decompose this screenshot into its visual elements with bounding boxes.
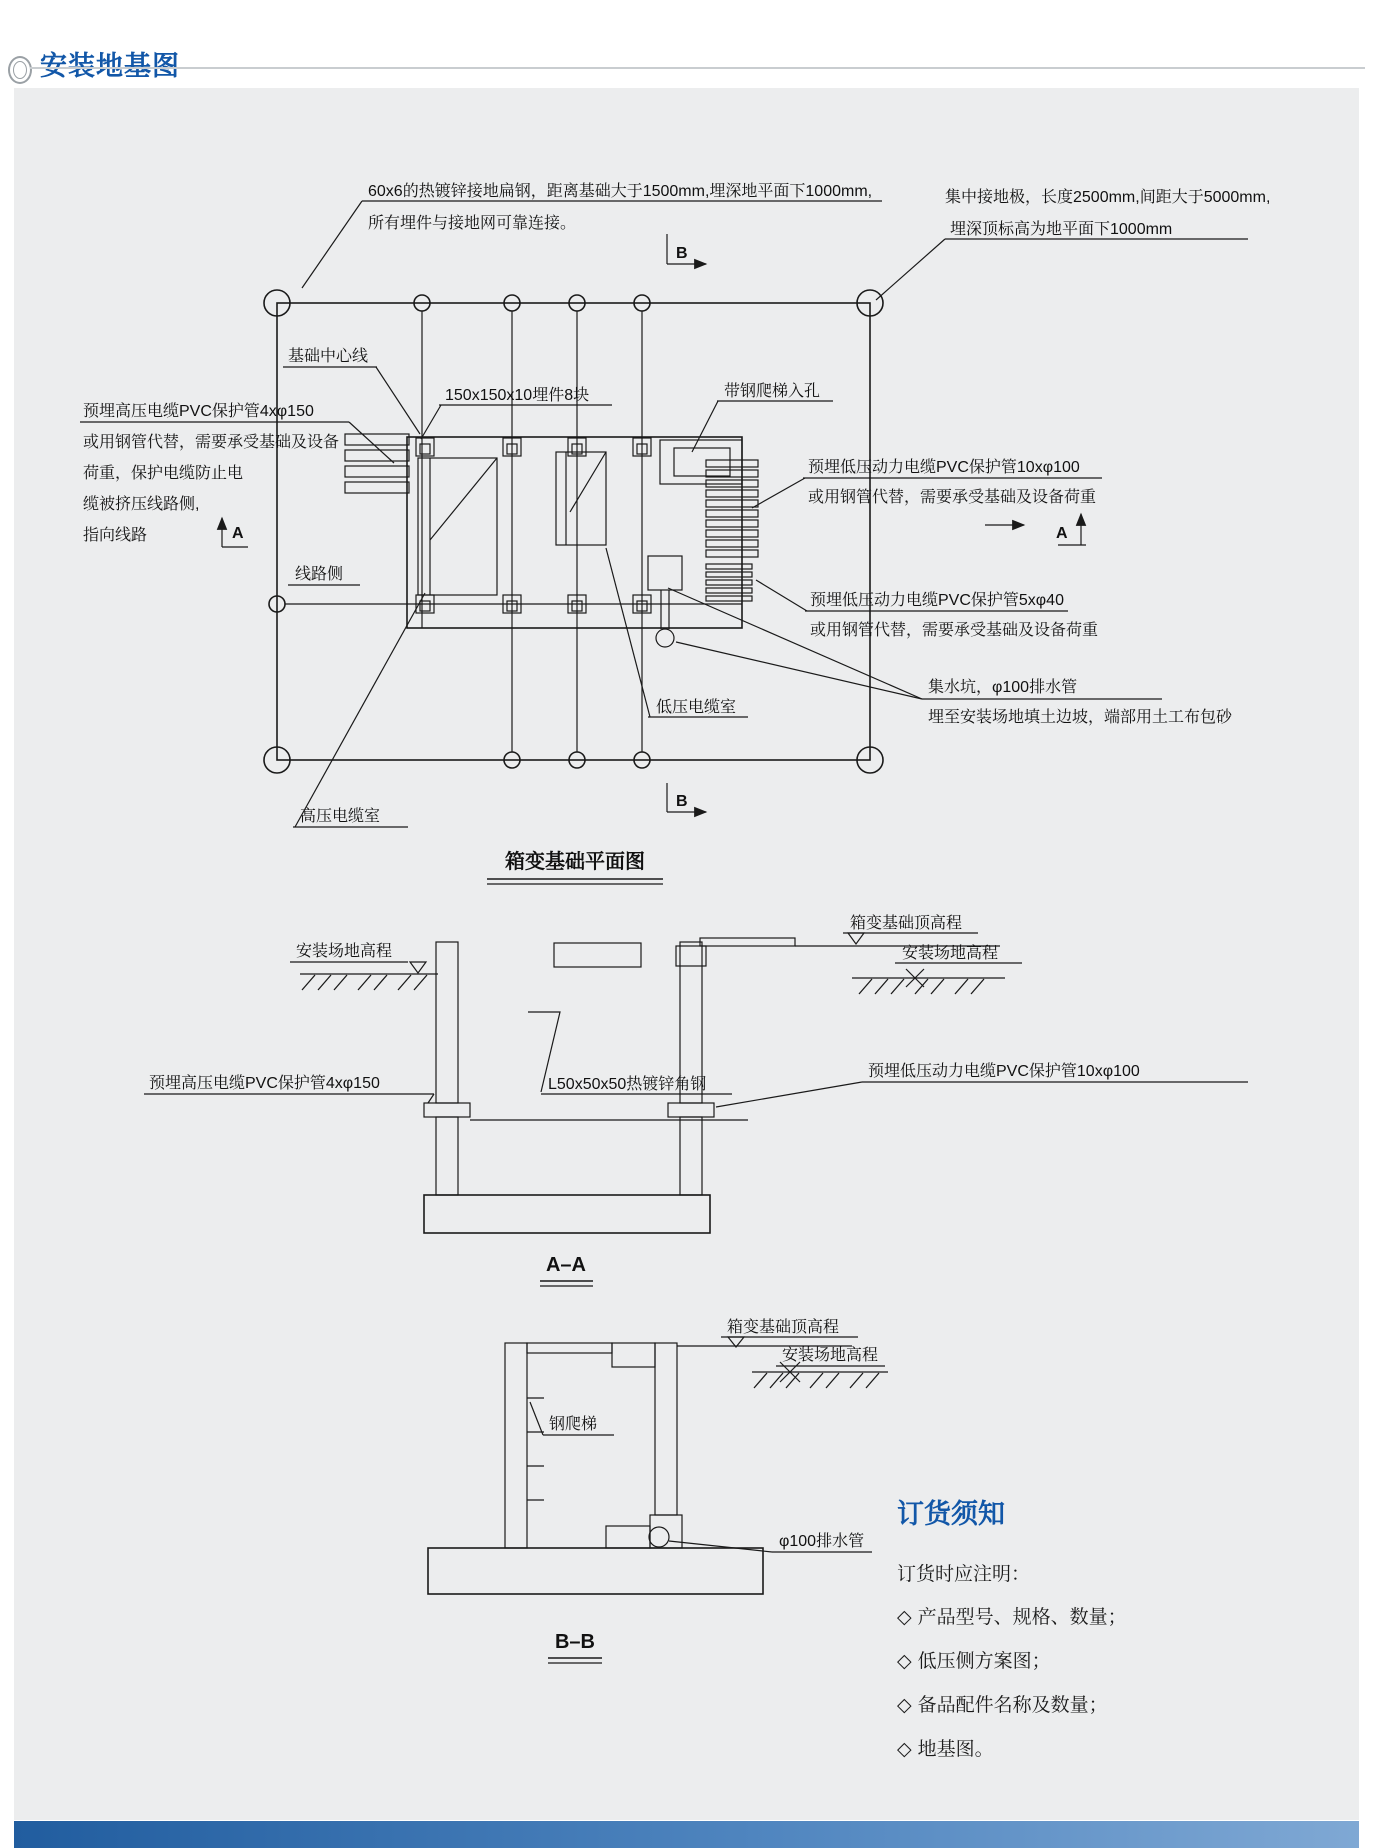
foundation-inner-outline [407, 437, 742, 628]
section-marker-b-bottom [667, 783, 706, 812]
aa-lv-conduit: 预埋低压动力电缆PVC保护管10xφ100 [868, 1063, 1140, 1080]
bb-foundation-top: 箱变基础顶高程 [727, 1319, 840, 1336]
bb-ladder-rungs [527, 1398, 544, 1500]
section-aa [144, 913, 1248, 1286]
aa-title: A–A [545, 1254, 587, 1276]
label-hv-conduit-2: 或用钢管代替，需要承受基础及设备 [83, 434, 340, 451]
label-lv10-1: 预埋低压动力电缆PVC保护管10xφ100 [808, 459, 1080, 476]
bb-top-slab [527, 1343, 612, 1353]
order-notes-item [897, 1690, 1317, 1717]
order-notes-item [897, 1646, 1317, 1673]
label-lv10-2: 或用钢管代替，需要承受基础及设备荷重 [808, 489, 1097, 506]
order-notes-item-text: 备品配件名称及数量； [917, 1695, 1108, 1716]
label-centerline: 基础中心线 [288, 348, 369, 365]
aa-base-slab [424, 1195, 710, 1233]
hv-conduit-bank [345, 434, 409, 493]
order-notes-intro: 订货时应注明： [897, 1564, 1031, 1585]
section-marker-a-left [222, 518, 248, 547]
aa-site-level-right: 安装场地高程 [902, 945, 999, 962]
aa-left-collar [424, 1103, 470, 1117]
svg-text:B: B [676, 793, 688, 810]
label-hv-conduit-3: 荷重，保护电缆防止电 [83, 465, 244, 482]
foundation-grid-outline [277, 303, 870, 760]
plan-underlines [80, 201, 1248, 827]
bb-base-slab [428, 1548, 763, 1594]
aa-foundation-top: 箱变基础顶高程 [850, 915, 963, 932]
page-title: 安装地基图 [40, 51, 180, 82]
diamond-bullet-icon: ◇ [897, 1607, 912, 1628]
diamond-bullet-icon: ◇ [897, 1739, 912, 1760]
bb-ladder-label: 钢爬梯 [549, 1416, 598, 1433]
svg-text:A: A [1056, 525, 1068, 542]
label-hv-conduit-1: 预埋高压电缆PVC保护管4xφ150 [83, 403, 314, 420]
label-embed-plates: 150x150x10埋件8块 [445, 387, 590, 404]
order-notes-item-text: 地基图。 [917, 1739, 994, 1760]
section-bb [428, 1317, 888, 1663]
bb-right-wall [655, 1343, 677, 1515]
order-notes-item [897, 1602, 1317, 1629]
lv-conduit-bank-5 [706, 564, 752, 601]
svg-text:B: B [676, 245, 688, 262]
sump-pit [648, 556, 682, 647]
hv-cable-chamber [418, 458, 497, 595]
aa-left-wall [436, 942, 458, 1103]
plan-title: 箱变基础平面图 [505, 851, 645, 873]
lv-cable-chamber [556, 452, 606, 545]
label-electrode-1: 集中接地极，长度2500mm,间距大于5000mm, [945, 189, 1271, 206]
order-notes-heading: 订货须知 [897, 1499, 1005, 1529]
order-notes-item [897, 1734, 1317, 1761]
aa-concrete-block [554, 943, 641, 967]
label-hv-conduit-4: 缆被挤压线路侧, [83, 496, 200, 513]
label-ground-strip-2: 所有埋件与接地网可靠连接。 [368, 215, 577, 232]
aa-right-collar [668, 1103, 714, 1117]
plan-view [80, 181, 1270, 1552]
label-hv-conduit-5: 指向线路 [83, 527, 148, 544]
lv-conduit-bank-10 [706, 460, 758, 557]
label-sump-1: 集水坑，φ100排水管 [928, 679, 1078, 696]
bb-drain-label: φ100排水管 [779, 1533, 865, 1550]
label-lv5-1: 预埋低压动力电缆PVC保护管5xφ40 [810, 592, 1064, 609]
section-marker-b-top [667, 234, 706, 264]
order-notes [897, 1492, 1317, 1778]
label-ground-strip-1: 60x6的热镀锌接地扁钢，距离基础大于1500mm,埋深地平面下1000mm, [368, 183, 873, 200]
label-lv-room: 低压电缆室 [656, 699, 737, 716]
order-notes-item-text: 低压侧方案图； [917, 1651, 1051, 1672]
diamond-bullet-icon: ◇ [897, 1695, 912, 1716]
order-notes-item-text: 产品型号、规格、数量； [917, 1607, 1127, 1628]
bb-left-wall [505, 1343, 527, 1548]
bb-site-level: 安装场地高程 [782, 1347, 879, 1364]
bb-drain-pipe [606, 1526, 650, 1548]
label-sump-2: 埋至安装场地填土边坡，端部用土工布包砂 [928, 709, 1233, 726]
label-lv5-2: 或用钢管代替，需要承受基础及设备荷重 [810, 622, 1099, 639]
label-electrode-2: 埋深顶标高为地平面下1000mm [950, 221, 1173, 238]
bb-title: B–B [554, 1631, 596, 1653]
label-line-side: 线路侧 [295, 566, 344, 583]
aa-top-cap [700, 938, 795, 946]
label-hv-room: 高压电缆室 [300, 808, 381, 825]
aa-site-level-left: 安装场地高程 [296, 943, 393, 960]
section-marker-a-right [985, 514, 1086, 545]
aa-hv-conduit: 预埋高压电缆PVC保护管4xφ150 [149, 1075, 380, 1092]
label-manhole: 带钢爬梯入孔 [724, 383, 821, 400]
svg-text:A: A [232, 525, 244, 542]
diamond-bullet-icon: ◇ [897, 1651, 912, 1672]
aa-angle-steel: L50x50x50热镀锌角钢 [548, 1076, 707, 1093]
